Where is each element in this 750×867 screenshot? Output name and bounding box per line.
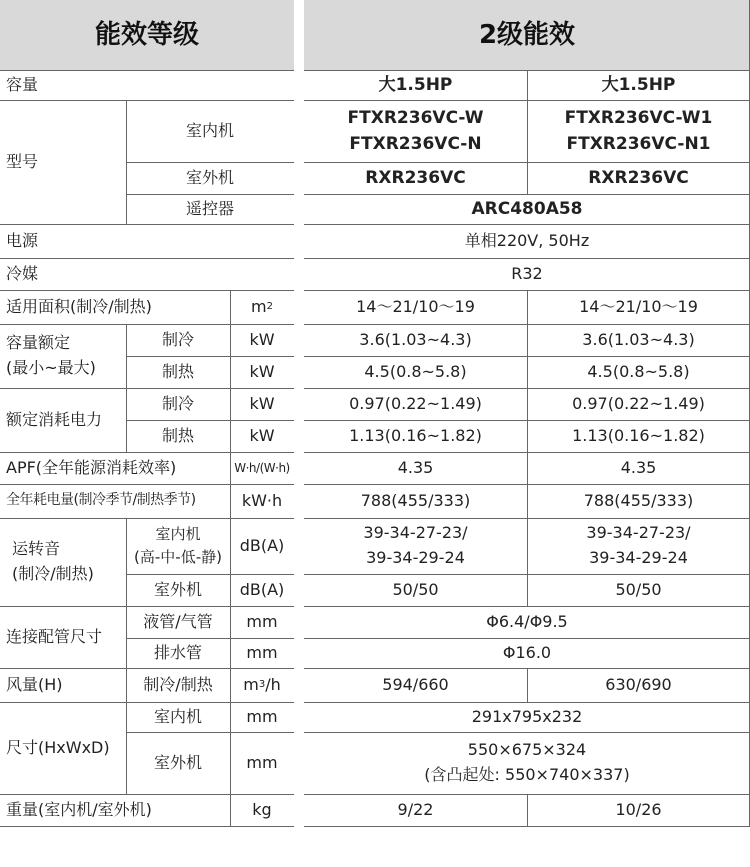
rated-power-heat-label: 制热 [161, 425, 194, 445]
header-left: 能效等级 [0, 0, 294, 70]
size-indoor-unit: mm [246, 706, 278, 726]
rated-power-heat-unit: kW [249, 425, 275, 445]
rated-power-cool-label: 制冷 [161, 393, 194, 413]
noise-outdoor-unit: dB(A) [239, 579, 285, 599]
rated-power-heat-v1: 1.13(0.16~1.82) [349, 425, 482, 445]
noise-indoor-v1 [304, 518, 527, 574]
noise-label [0, 518, 126, 606]
rated-power-cool-v1: 0.97(0.22~1.49) [349, 393, 482, 413]
capacity-label: 容量 [6, 74, 39, 94]
airflow-mode: 制冷/制热 [143, 674, 213, 694]
capacity-v1: 大1.5HP [378, 74, 453, 95]
size-indoor-value: 291x795x232 [471, 706, 583, 726]
model-outdoor-label: 室外机 [185, 167, 234, 187]
noise-outdoor-v2: 50/50 [615, 579, 662, 599]
annual-unit: kW·h [241, 490, 283, 510]
model-remote-label: 遥控器 [185, 198, 234, 218]
size-label: 尺寸(HxWxD) [6, 737, 110, 757]
header-right: 2级能效 [304, 0, 750, 70]
noise-indoor-v1-line2: 39-34-29-24 [366, 548, 465, 567]
noise-outdoor-v1: 50/50 [392, 579, 439, 599]
pipe-drain-label: 排水管 [153, 642, 202, 662]
model-remote-value: ARC480A58 [471, 198, 583, 219]
refrigerant-value: R32 [511, 263, 543, 283]
rated-power-heat-v2: 1.13(0.16~1.82) [572, 425, 705, 445]
size-outdoor-unit: mm [246, 752, 278, 772]
rated-capacity-label [0, 324, 126, 388]
airflow-unit-sup: 3 [258, 679, 266, 691]
model-indoor-label: 室内机 [185, 120, 234, 140]
pipe-drain-unit: mm [246, 642, 278, 662]
model-indoor-v2 [527, 100, 750, 162]
size-outdoor-value [304, 732, 750, 794]
noise-indoor-v2-line2: 39-34-29-24 [589, 548, 688, 567]
model-indoor-v1-line1: FTXR236VC-W [347, 107, 484, 128]
model-label: 型号 [6, 151, 39, 171]
size-indoor-label: 室内机 [153, 706, 202, 726]
rated-capacity-cool-label: 制冷 [161, 329, 194, 349]
rated-power-cool-unit: kW [249, 393, 275, 413]
rated-capacity-heat-v2: 4.5(0.8~5.8) [587, 361, 690, 381]
power-label: 电源 [6, 230, 39, 250]
airflow-unit-base: m [243, 674, 259, 694]
noise-indoor-v1-line1: 39-34-27-23/ [363, 523, 468, 543]
size-outdoor-label: 室外机 [153, 752, 202, 772]
apf-label: APF(全年能源消耗效率) [6, 457, 177, 477]
rated-power-cool-v2: 0.97(0.22~1.49) [572, 393, 705, 413]
annual-v1: 788(455/333) [360, 490, 471, 510]
rated-capacity-cool-v1: 3.6(1.03~4.3) [359, 329, 472, 349]
size-outdoor-dimensions: 550×675×324 [467, 740, 587, 760]
pipe-liquid-label: 液管/气管 [143, 611, 213, 631]
noise-indoor-v2-line1: 39-34-27-23/ [586, 523, 691, 543]
refrigerant-label: 冷媒 [6, 263, 39, 283]
rated-capacity-cool-v2: 3.6(1.03~4.3) [582, 329, 695, 349]
model-indoor-v2-line1: FTXR236VC-W1 [564, 107, 713, 128]
airflow-v1: 594/660 [382, 674, 449, 694]
apf-unit: W·h/(W·h) [234, 460, 290, 475]
rated-power-label: 额定消耗电力 [6, 409, 103, 429]
annual-label: 全年耗电量(制冷季节/制热季节) [6, 492, 196, 509]
airflow-v2: 630/690 [605, 674, 672, 694]
noise-indoor-unit: dB(A) [239, 535, 285, 555]
model-indoor-v1-line2: FTXR236VC-N [349, 134, 482, 154]
weight-v1: 9/22 [397, 799, 434, 819]
rated-capacity-heat-v1: 4.5(0.8~5.8) [364, 361, 467, 381]
annual-v2: 788(455/333) [583, 490, 694, 510]
rated-capacity-label-line1: 容量额定 [6, 333, 71, 353]
area-unit [230, 290, 294, 324]
noise-indoor-label [126, 518, 230, 574]
model-outdoor-v2: RXR236VC [588, 167, 689, 188]
rated-capacity-cool-unit: kW [249, 329, 275, 349]
noise-indoor-label-line1: 室内机 [155, 524, 201, 543]
area-unit-sup: 2 [266, 301, 273, 313]
capacity-v2: 大1.5HP [601, 74, 676, 95]
airflow-label: 风量(H) [6, 674, 63, 694]
model-outdoor-v1: RXR236VC [365, 167, 466, 188]
area-v2: 14～21/10～19 [579, 296, 698, 316]
size-outdoor-note: (含凸起处: 550×740×337) [424, 765, 630, 784]
noise-label-line2: (制冷/制热) [12, 564, 94, 583]
noise-indoor-label-line2: (高-中-低-静) [134, 548, 222, 566]
rated-capacity-heat-unit: kW [249, 361, 275, 381]
airflow-unit [230, 668, 294, 702]
weight-unit: kg [252, 799, 272, 819]
weight-label: 重量(室内机/室外机) [6, 799, 152, 819]
noise-indoor-v2 [527, 518, 750, 574]
noise-outdoor-label: 室外机 [153, 579, 202, 599]
apf-v1: 4.35 [397, 457, 434, 477]
rated-capacity-label-line2: (最小~最大) [6, 358, 96, 377]
apf-v2: 4.35 [620, 457, 657, 477]
area-v1: 14～21/10～19 [356, 296, 475, 316]
rated-capacity-heat-label: 制热 [161, 361, 194, 381]
pipe-liquid-unit: mm [246, 611, 278, 631]
power-value: 单相220V, 50Hz [464, 230, 590, 250]
pipe-drain-value: Φ16.0 [502, 642, 552, 662]
pipe-liquid-value: Φ6.4/Φ9.5 [486, 611, 568, 631]
noise-label-line1: 运转音 [12, 539, 61, 559]
weight-v2: 10/26 [615, 799, 662, 819]
model-indoor-v2-line2: FTXR236VC-N1 [566, 134, 711, 154]
column-gap [294, 0, 304, 867]
area-unit-base: m [251, 296, 267, 316]
model-indoor-v1 [304, 100, 527, 162]
pipe-label: 连接配管尺寸 [6, 626, 103, 646]
area-label: 适用面积(制冷/制热) [6, 296, 152, 316]
airflow-unit-suffix: /h [265, 674, 281, 694]
